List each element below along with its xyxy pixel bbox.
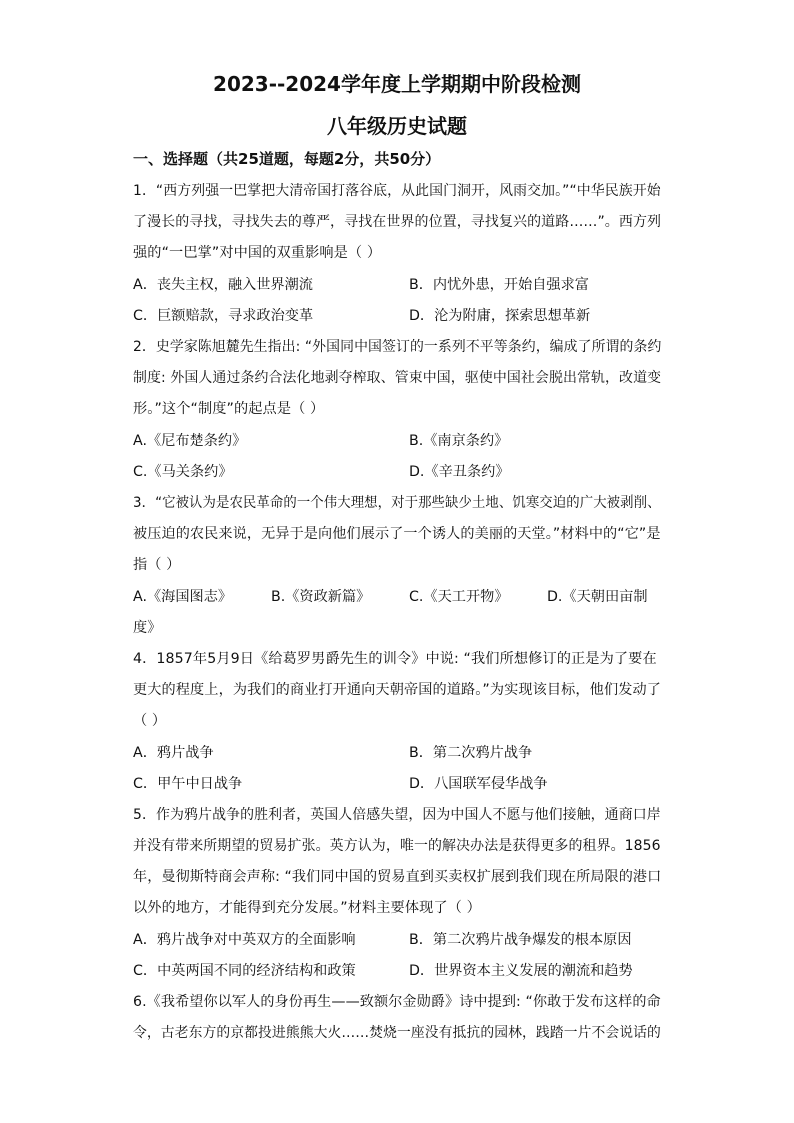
question-1-option-b: B．内忧外患，开始自强求富 [409,277,589,293]
question-1-line: 1．“西方列强一巴掌把大清帝国打落谷底，从此国门洞开，风雨交加。”“中华民族开始 [133,183,661,199]
question-4-line: 4．1857年5月9日《给葛罗男爵先生的训令》中说: “我们所想修订的正是为了要在 [133,651,657,667]
question-3-line: 指（ ） [133,557,181,573]
question-2-line: 2．史学家陈旭麓先生指出: “外国同中国签订的一系列不平等条约，编成了所谓的条约 [133,339,662,355]
question-5-line: 并没有带来所期望的贸易扩张。英方认为，唯一的解决办法是获得更多的租界。1856 [133,838,661,854]
question-2-option-a: A.《尼布楚条约》 [133,433,247,449]
question-5-option-c: C．中英两国不同的经济结构和政策 [133,963,356,979]
question-5-line: 以外的地方，才能得到充分发展。”材料主要体现了（ ） [133,900,481,916]
question-3-option-c: C.《天工开物》 [409,589,509,605]
question-4-option-c: C．甲午中日战争 [133,776,243,792]
exam-subtitle: 八年级历史试题 [327,114,467,138]
question-1-option-d: D．沦为附庸，探索思想革新 [409,308,591,324]
question-2-option-d: D.《辛丑条约》 [409,464,510,480]
question-4-option-d: D．八国联军侵华战争 [409,776,548,792]
question-3-line: 被压迫的农民来说，无异于是向他们展示了一个诱人的美丽的天堂。”材料中的“它”是 [133,526,661,542]
question-5-line: 年，曼彻斯特商会声称: “我们同中国的贸易直到买卖权扩展到我们现在所局限的港口 [133,869,662,885]
question-5-line: 5．作为鸦片战争的胜利者，英国人倍感失望，因为中国人不愿与他们接触，通商口岸 [133,807,661,823]
question-2-option-b: B.《南京条约》 [409,433,509,449]
question-4-option-a: A．鸦片战争 [133,745,214,761]
question-5-option-a: A．鸦片战争对中英双方的全面影响 [133,932,356,948]
question-1-option-a: A．丧失主权，融入世界潮流 [133,277,313,293]
question-4-line: 更大的程度上，为我们的商业打开通向天朝帝国的道路。”为实现该目标，他们发动了 [133,682,661,698]
question-1-line: 了漫长的寻找，寻找失去的尊严，寻找在世界的位置，寻找复兴的道路……”。西方列 [133,214,662,230]
question-6-line: 6.《我希望你以军人的身份再生——致额尔金勋爵》诗中提到: “你敢于发布这样的命 [133,994,661,1010]
question-6-line: 令，古老东方的京都投进熊熊大火……焚烧一座没有抵抗的园林，践踏一片不会说话的 [133,1025,661,1041]
question-5-option-b: B．第二次鸦片战争爆发的根本原因 [409,932,632,948]
question-4-option-b: B．第二次鸦片战争 [409,745,533,761]
question-3-option-d: D.《天朝田亩制 [547,589,648,605]
question-3-option-d-wrap: 度》 [133,620,162,636]
question-2-option-c: C.《马关条约》 [133,464,233,480]
question-2-line: 制度: 外国人通过条约合法化地剥夺榨取、管束中国，驱使中国社会脱出常轨，改道变 [133,370,662,386]
question-4-line: （ ） [133,713,167,729]
question-3-option-b: B.《资政新篇》 [271,589,371,605]
question-5-option-d: D．世界资本主义发展的潮流和趋势 [409,963,633,979]
section-heading: 一、选择题（共25道题，每题2分，共50分） [133,150,441,168]
question-3-line: 3．“它被认为是农民革命的一个伟大理想，对于那些缺少土地、饥寒交迫的广大被剥削、 [133,495,661,511]
question-1-line: 强的“一巴掌”对中国的双重影响是（ ） [133,245,382,261]
question-3-option-a: A.《海国图志》 [133,589,233,605]
question-1-option-c: C．巨额赔款，寻求政治变革 [133,308,314,324]
question-2-line: 形。”这个“制度”的起点是（ ） [133,401,325,417]
exam-title: 2023--2024学年度上学期期中阶段检测 [213,72,581,96]
